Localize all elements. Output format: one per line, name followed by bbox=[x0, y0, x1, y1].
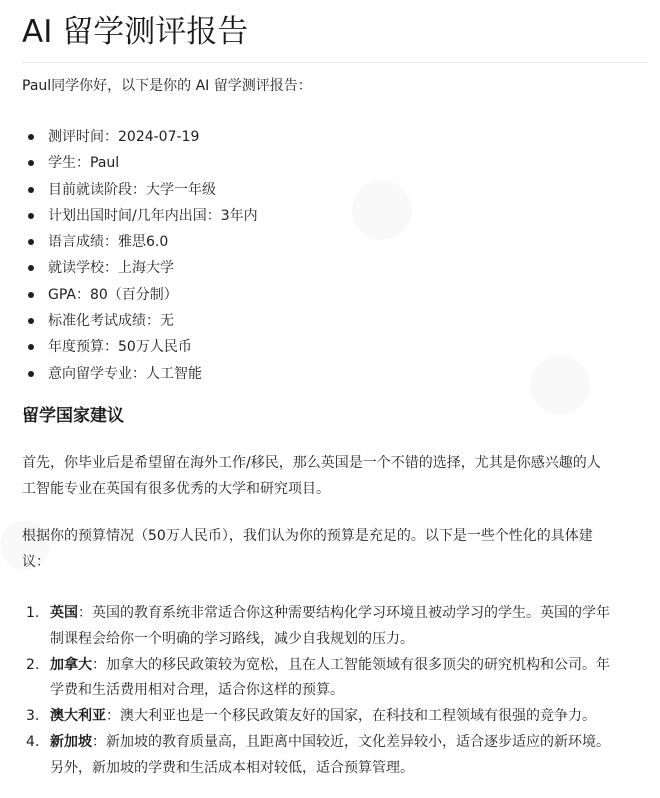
paragraph-line: 议： bbox=[22, 553, 50, 570]
bullet-icon bbox=[28, 134, 34, 140]
info-item-standardized-test bbox=[22, 308, 642, 334]
recommendation-canada bbox=[22, 653, 652, 705]
info-item-stage bbox=[22, 177, 642, 203]
paragraph-line: 首先，你毕业后是希望留在海外工作/移民，那么英国是一个不错的选择，尤其是你感兴趣的人 bbox=[22, 455, 601, 471]
recommendation-text: ：新加坡的教育质量高，且距离中国较近，文化差异较小，适合逐步适应的新环境。 bbox=[92, 733, 610, 750]
recommendation-line: 制课程会给你一个明确的学习路线，减少自我规划的压力。 bbox=[50, 630, 414, 647]
recommendation-line bbox=[50, 730, 652, 756]
info-item-language-score bbox=[22, 229, 642, 255]
recommendation-line: 学费和生活费用相对合理，适合你这样的预算。 bbox=[50, 682, 344, 699]
list-number: 3. bbox=[26, 708, 40, 725]
recommendation-line bbox=[50, 653, 652, 679]
page-title: AI 留学测评报告 bbox=[22, 14, 249, 50]
paragraph-career-goal bbox=[22, 451, 646, 502]
info-text: 目前就读阶段：大学一年级 bbox=[48, 181, 216, 198]
country-name: 英国 bbox=[50, 605, 78, 621]
student-info-list bbox=[22, 124, 642, 387]
bullet-icon bbox=[28, 160, 34, 166]
paragraph-line: 根据你的预算情况（50万人民币），我们认为你的预算是充足的。以下是一些个性化的具体建 bbox=[22, 528, 593, 544]
intro-text: Paul同学你好，以下是你的 AI 留学测评报告： bbox=[22, 78, 312, 94]
list-number: 1. bbox=[26, 605, 40, 621]
recommendation-text: ：英国的教育系统非常适合你这种需要结构化学习环境且被动学习的学生。英国的学年 bbox=[78, 605, 610, 621]
recommendation-line bbox=[50, 704, 652, 730]
info-text: GPA：80（百分制） bbox=[48, 286, 178, 303]
bullet-icon bbox=[28, 318, 34, 324]
info-text: 年度预算：50万人民币 bbox=[48, 339, 192, 356]
title-divider bbox=[22, 62, 648, 63]
recommendation-text: ：澳大利亚也是一个移民政策友好的国家，在科技和工程领域有很强的竞争力。 bbox=[106, 708, 596, 725]
info-item-school bbox=[22, 255, 642, 281]
country-recommendation-list bbox=[22, 601, 652, 782]
info-text: 学生：Paul bbox=[48, 155, 120, 172]
bullet-icon bbox=[28, 344, 34, 350]
info-text: 计划出国时间/几年内出国：3年内 bbox=[48, 207, 258, 224]
info-item-test-date bbox=[22, 124, 642, 150]
list-number: 2. bbox=[26, 656, 40, 673]
recommendation-australia bbox=[22, 704, 652, 730]
bullet-icon bbox=[28, 292, 34, 298]
info-text: 测评时间：2024-07-19 bbox=[48, 129, 200, 145]
info-text: 就读学校：上海大学 bbox=[48, 260, 174, 277]
bullet-icon bbox=[28, 213, 34, 219]
country-name: 澳大利亚 bbox=[50, 708, 106, 725]
recommendation-uk bbox=[22, 601, 652, 653]
paragraph-line: 工智能专业在英国有很多优秀的大学和研究项目。 bbox=[22, 480, 330, 497]
country-name: 加拿大 bbox=[50, 656, 92, 673]
info-text: 意向留学专业：人工智能 bbox=[48, 365, 202, 382]
info-text: 语言成绩：雅思6.0 bbox=[48, 234, 169, 251]
info-item-major bbox=[22, 361, 642, 387]
bullet-icon bbox=[28, 239, 34, 245]
recommendation-singapore bbox=[22, 730, 652, 782]
paragraph-budget bbox=[22, 524, 646, 575]
country-name: 新加坡 bbox=[50, 733, 92, 750]
info-text: 标准化考试成绩：无 bbox=[48, 313, 174, 330]
section-title-country-advice: 留学国家建议 bbox=[22, 406, 124, 426]
info-item-student bbox=[22, 150, 642, 176]
info-item-budget bbox=[22, 334, 642, 360]
bullet-icon bbox=[28, 371, 34, 377]
bullet-icon bbox=[28, 265, 34, 271]
bullet-icon bbox=[28, 187, 34, 193]
recommendation-line bbox=[50, 601, 652, 627]
recommendation-text: ：加拿大的移民政策较为宽松，且在人工智能领域有很多顶尖的研究机构和公司。年 bbox=[92, 656, 610, 673]
info-item-gpa bbox=[22, 282, 642, 308]
recommendation-line: 另外，新加坡的学费和生活成本相对较低，适合预算管理。 bbox=[50, 759, 414, 776]
list-number: 4. bbox=[26, 733, 40, 750]
info-item-departure-plan bbox=[22, 203, 642, 229]
